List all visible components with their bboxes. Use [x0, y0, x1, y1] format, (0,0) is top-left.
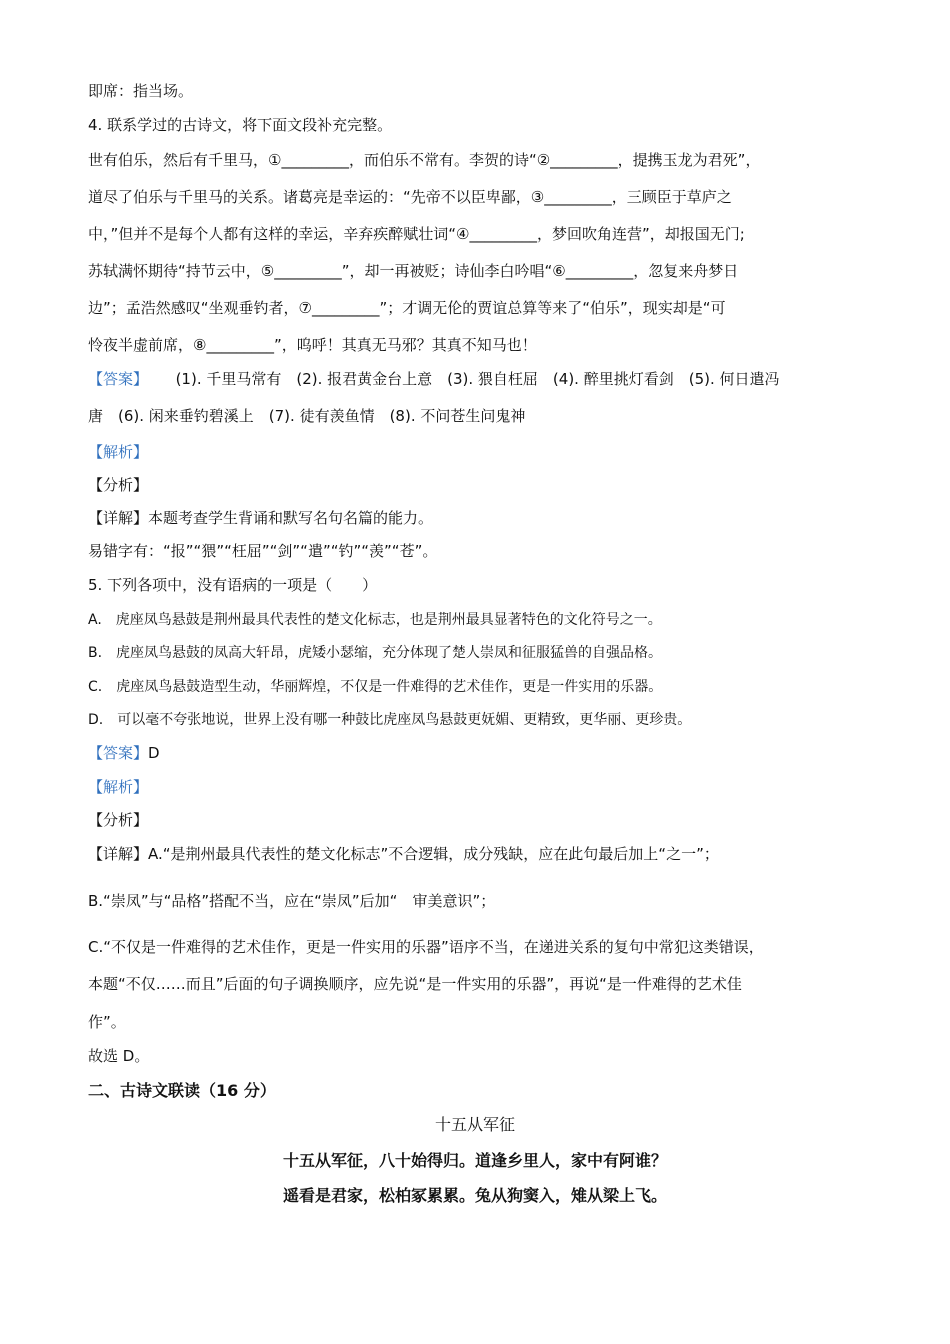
- q5-answer-value: D: [148, 744, 160, 762]
- q4-passage-line-5: 边”；孟浩然感叹“坐观垂钓者，⑦_________”；才调无伦的贾谊总算等来了“伯乐”，现实却是“可: [88, 299, 726, 317]
- poem-line-2: 遥看是君家，松柏冢累累。兔从狗窦入，雉从梁上飞。: [282, 1186, 667, 1205]
- q5-detail-a: 【详解】A.“是荆州最具代表性的楚文化标志”不合逻辑，成分残缺，应在此句最后加上“之一”；: [88, 845, 719, 863]
- section-2-heading: 二、古诗文联读（16 分）: [88, 1081, 276, 1100]
- q4-answer-tag: 【答案】: [88, 370, 149, 388]
- q5-detail-c-line-3: 作”。: [88, 1013, 126, 1031]
- q5-conclusion: 故选 D。: [88, 1047, 150, 1065]
- q4-passage-line-2: 道尽了伯乐与千里马的关系。诸葛亮是幸运的：“先帝不以臣卑鄙，③_________，三顾臣于草庐之: [88, 188, 732, 206]
- poem-title: 十五从军征: [434, 1115, 515, 1134]
- q4-detail: 【详解】本题考查学生背诵和默写名句名篇的能力。: [88, 509, 434, 527]
- q5-option-b: B. 虎座凤鸟悬鼓的凤高大轩昂，虎矮小瑟缩，充分体现了楚人崇凤和征服猛兽的自强品格。: [88, 645, 663, 661]
- q5-stem: 5. 下列各项中，没有语病的一项是（ ）: [88, 576, 378, 594]
- q5-option-c: C. 虎座凤鸟悬鼓造型生动，华丽辉煌，不仅是一件难得的艺术佳作，更是一件实用的乐器。: [88, 679, 663, 695]
- q5-answer-row: [88, 742, 160, 764]
- q4-passage-line-1: 世有伯乐，然后有千里马，①_________，而伯乐不常有。李贺的诗“②_________，提携玉龙为君死”，: [88, 151, 761, 169]
- q5-option-a: A. 虎座凤鸟悬鼓是荆州最具代表性的楚文化标志，也是荆州最具显著特色的文化符号之一。: [88, 612, 662, 628]
- q4-error-chars: 易错字有：“报”“猥”“枉屈”“剑”“遣”“钓”“羡”“苍”。: [88, 542, 438, 560]
- q5-answer-tag: 【答案】: [88, 744, 149, 762]
- poem-line-1: 十五从军征，八十始得归。道逢乡里人，家中有阿谁？: [282, 1151, 667, 1170]
- q4-stem: 4. 联系学过的古诗文，将下面文段补充完整。: [88, 116, 393, 134]
- q4-jiexi-label: 【解析】: [88, 443, 149, 461]
- q4-answer-text-2: 唐 (6). 闲来垂钓碧溪上 (7). 徒有羡鱼情 (8). 不问苍生问鬼神: [88, 407, 526, 425]
- q4-passage-line-6: 怜夜半虚前席，⑧_________”，呜呼！其真无马邪？其真不知马也！: [88, 336, 537, 354]
- q4-fenxi-label: 【分析】: [88, 476, 149, 494]
- q4-answer-text-1: (1). 千里马常有 (2). 报君黄金台上意 (3). 猥自枉屈 (4). 醉里挑灯看剑 (5). 何日遣冯: [175, 370, 780, 388]
- q5-detail-b: B.“崇凤”与“品格”搭配不当，应在“崇凤”后加“ 审美意识”；: [88, 892, 496, 910]
- q5-fenxi-label: 【分析】: [88, 811, 149, 829]
- q4-passage-line-4: 苏轼满怀期待“持节云中，⑤_________”，却一再被贬；诗仙李白吟唱“⑥_________，忽复来舟梦日: [88, 262, 739, 280]
- q5-option-d: D. 可以毫不夸张地说，世界上没有哪一种鼓比虎座凤鸟悬鼓更妩媚、更精致，更华丽、更珍贵。: [88, 712, 692, 728]
- q4-note: 即席：指当场。: [88, 82, 194, 100]
- q5-jiexi-label: 【解析】: [88, 778, 149, 796]
- q4-passage-line-3: 中，”但并不是每个人都有这样的幸运，辛弃疾醉赋壮词“④_________，梦回吹角连营”，却报国无门;: [88, 225, 745, 243]
- q4-answer-row-1: [88, 368, 780, 390]
- q5-detail-c-line-2: 本题“不仅……而且”后面的句子调换顺序，应先说“是一件实用的乐器”，再说“是一件难得的艺术佳: [88, 975, 742, 993]
- q5-detail-c-line-1: C.“不仅是一件难得的艺术佳作，更是一件实用的乐器”语序不当，在递进关系的复句中常犯这类错误，: [88, 938, 764, 956]
